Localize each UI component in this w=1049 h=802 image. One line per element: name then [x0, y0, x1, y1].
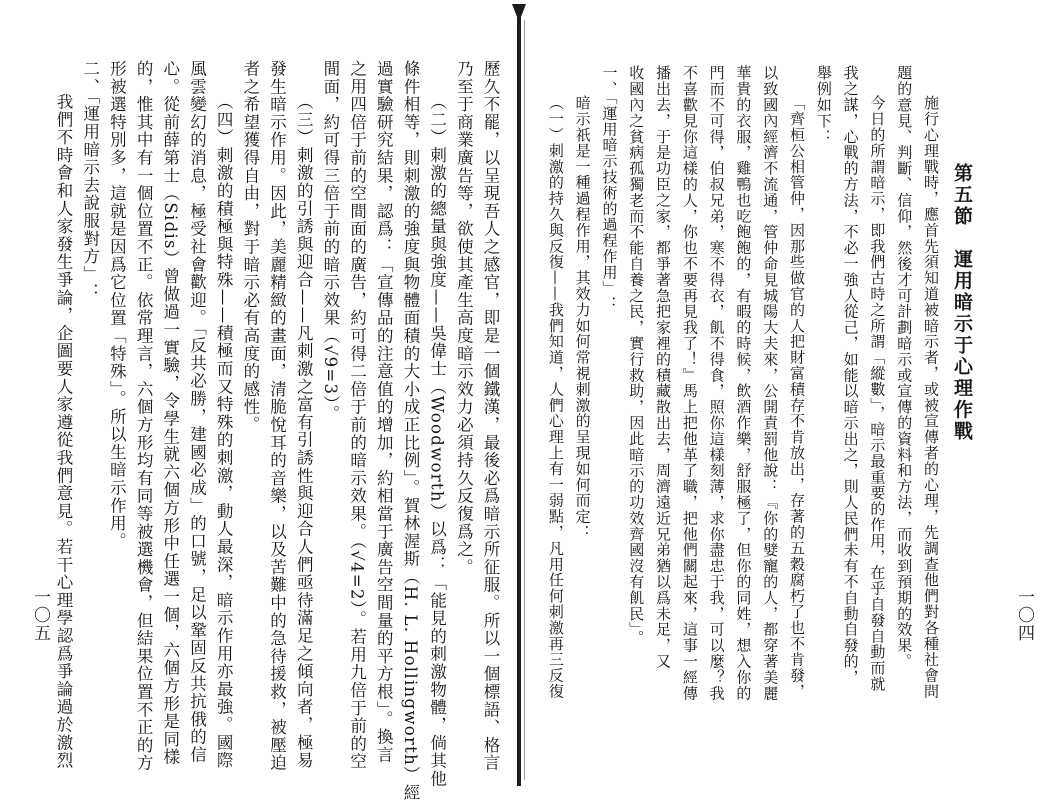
right-page: [540, 0, 980, 793]
text-column: 門而不可得，伯叔兄弟，寒不得衣，飢不得食，照你這樣刻薄，求你盡忠于我，可以麼？我: [707, 65, 726, 701]
text-column: （一）刺激的持久與反復——我們知道，人們心理上有一弱點，凡用任何刺激再三反復: [546, 95, 565, 700]
text-column: 以致國內經濟不流通，管仲命見城陽大夫來，公開責罰他說：『你的嬖寵的人，都穿著美麗: [761, 65, 780, 701]
text-column: 發生暗示作用。因此，美麗精緻的畫面，清脆悅耳的音樂，以及苦難中的急待援救，被壓迫: [267, 60, 287, 772]
text-column: 收國內之貧病孤獨老而不能自養之民，實行救助，因此暗示的功效齊國沒有飢民」。: [627, 65, 646, 646]
text-column: （二）刺激的總量與強度——吳偉士（Woodworth）以爲：「能見的刺激物體，倘其他: [427, 93, 447, 788]
text-column: 風雲變幻的消息，極受社會歡迎。「反共必勝，建國必成」的口號，足以鞏固反共抗俄的信: [187, 60, 207, 764]
text-column: 者之希望獲得自由，對于暗示必有高度的感性。: [240, 60, 260, 434]
section-heading: 二、「運用暗示去說服對方」：: [80, 60, 100, 301]
left-page: [36, 0, 503, 802]
page-number: 一〇四: [1014, 588, 1034, 642]
text-column: 華貴的衣服，雞鴨也吃飽飽的，有暇的時候，飲酒作樂，舒服極了，但你的同姓，想入你的: [734, 65, 753, 701]
text-column: 之用四倍于前的空間面的廣告，約可得二倍于前的暗示效果。（√4=2）。若用九倍于前的空: [347, 60, 367, 771]
text-column: （三）刺激的引誘與迎合——凡刺激之富有引誘性與迎合人們亟待滿足之傾向者，極易: [294, 93, 314, 770]
text-column: 施行心理戰時，應首先須知道被暗示者，或被宣傳者的心理，先調查他們對各種社會問: [922, 95, 940, 700]
text-column: 暗示祇是一種過程作用，其效力如何常視刺激的呈現如何而定：: [573, 95, 592, 541]
text-column: 歷久不罷，以呈現吾人之感官，即是一個鐵漢，最後必爲暗示所征服。所以一個標語、格言: [481, 60, 500, 772]
text-column: （四）刺激的積極與特殊——積極而又特殊的刺激，動人最深，暗示作用亦最強。國際: [214, 93, 234, 770]
text-column: 形被選特別多，這就是因爲它位置「特殊」。所以生暗示作用。: [107, 60, 127, 551]
text-column: 的，惟其中有一個位置不正。依常理言，六個方形均有同等被選機會，但結果位置不正的方: [134, 60, 154, 772]
text-column: 乃至于商業廣告等，欲使其產生高度暗示效力必須持久反復爲之。: [454, 60, 474, 577]
text-column: 過實驗研究結果，認爲：「宣傳品的注意值的增加，約相當于廣告空間量的平方根」。換言: [374, 60, 394, 764]
text-column: 心。從前薛第士（Sidis）曾做過一實驗，令學生就六個方形中任選一個，六個方形是同樣: [160, 60, 180, 766]
text-column: 「齊桓公相管仲，因那些做官的人把財富積存不肯放出，存著的五穀腐朽了也不肯發，: [788, 95, 807, 700]
book-spine-edge: [524, 20, 525, 780]
book-spine: [517, 8, 521, 786]
section-heading: 一、「運用暗示技術的過程作用」：: [600, 65, 619, 312]
text-column: 題的意見、判斷、信仰，然後才可計劃暗示或宣傳的資料和方法，而收到預期的效果。: [895, 65, 914, 670]
page-number: 一〇五: [30, 588, 50, 642]
text-column: 舉例如下：: [814, 65, 833, 145]
text-column: 不喜歡見你這樣的人，你也不要再見我了！』馬上把他革了職，把他們關起來，這事一經傳: [680, 65, 699, 701]
text-column: 條件相等，則刺激的強度與物體面積的大小成正比例」。賀林渥斯（H. L. Hollingworth）經: [400, 60, 420, 802]
text-column: 我之謀，心戰的方法，不必一強人從己，如能以暗示出之，則人民們未有不自動自發的，: [841, 65, 860, 686]
section-title: 第五節 運用暗示于心理作戰: [951, 163, 973, 443]
text-column: 今日的所謂暗示，即我們古時之所謂「縱數」，暗示最重要的作用，在乎自發自動而就: [868, 95, 887, 692]
text-column: 間面，約可得三倍于前的暗示效果（√9=3）。: [320, 60, 340, 423]
text-column: 我們不時會和人家發生爭論，企圖要人家遵從我們意見。若干心理學認爲爭論過於激烈: [54, 93, 73, 770]
text-column: 播出去，于是功臣之家，都爭著急把家裡的積藏散出去，周濟遠近兄弟猶以爲未足，又: [654, 65, 673, 670]
